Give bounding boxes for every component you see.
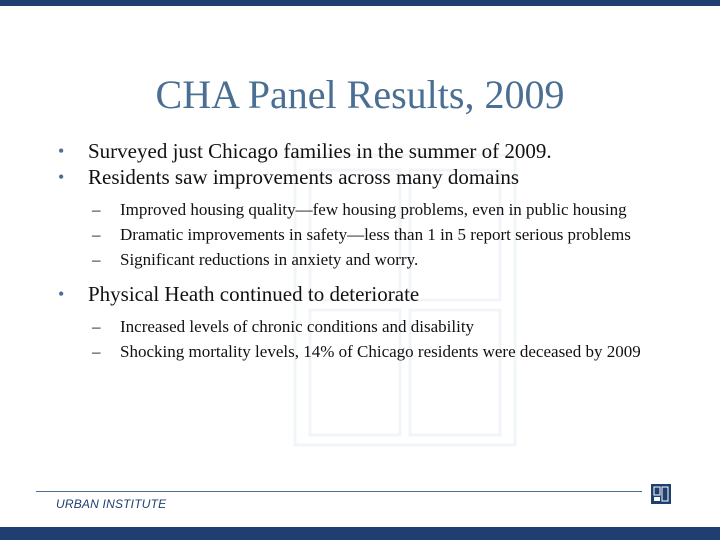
urban-institute-logo-icon bbox=[651, 484, 671, 504]
sub-bullet-item bbox=[56, 315, 676, 338]
bullet-icon: • bbox=[58, 141, 65, 161]
footer-organization: URBAN INSTITUTE bbox=[56, 497, 167, 511]
sub-bullet-text: Significant reductions in anxiety and worry. bbox=[120, 250, 419, 269]
slide-title: CHA Panel Results, 2009 bbox=[155, 72, 565, 117]
bottom-accent-bar bbox=[0, 527, 720, 540]
bullet-icon: • bbox=[58, 284, 65, 304]
top-accent-bar bbox=[0, 0, 720, 6]
footer-divider bbox=[36, 491, 642, 492]
sub-bullet-text: Improved housing quality—few housing problems, even in public housing bbox=[120, 200, 627, 219]
bullet-item bbox=[56, 164, 676, 190]
dash-icon: – bbox=[92, 225, 101, 244]
sub-bullet-text: Increased levels of chronic conditions and disability bbox=[120, 317, 475, 336]
dash-icon: – bbox=[92, 200, 101, 219]
bullet-icon: • bbox=[58, 167, 65, 187]
bullet-text: Surveyed just Chicago families in the summer of 2009. bbox=[88, 139, 552, 163]
bullet-item bbox=[56, 281, 676, 307]
sub-bullet-text: Dramatic improvements in safety—less than 1 in 5 report serious problems bbox=[120, 225, 631, 244]
sub-bullet-item bbox=[56, 223, 676, 246]
dash-icon: – bbox=[92, 342, 101, 361]
dash-icon: – bbox=[92, 250, 101, 269]
sub-bullet-item bbox=[56, 340, 676, 363]
slide-body bbox=[56, 138, 676, 363]
bullet-text: Residents saw improvements across many domains bbox=[88, 165, 520, 189]
dash-icon: – bbox=[92, 317, 101, 336]
sub-bullet-item bbox=[56, 198, 676, 221]
bullet-item bbox=[56, 138, 676, 164]
sub-bullet-item bbox=[56, 248, 676, 271]
bullet-text: Physical Heath continued to deteriorate bbox=[88, 282, 420, 306]
sub-bullet-text: Shocking mortality levels, 14% of Chicago residents were deceased by 2009 bbox=[120, 342, 641, 361]
